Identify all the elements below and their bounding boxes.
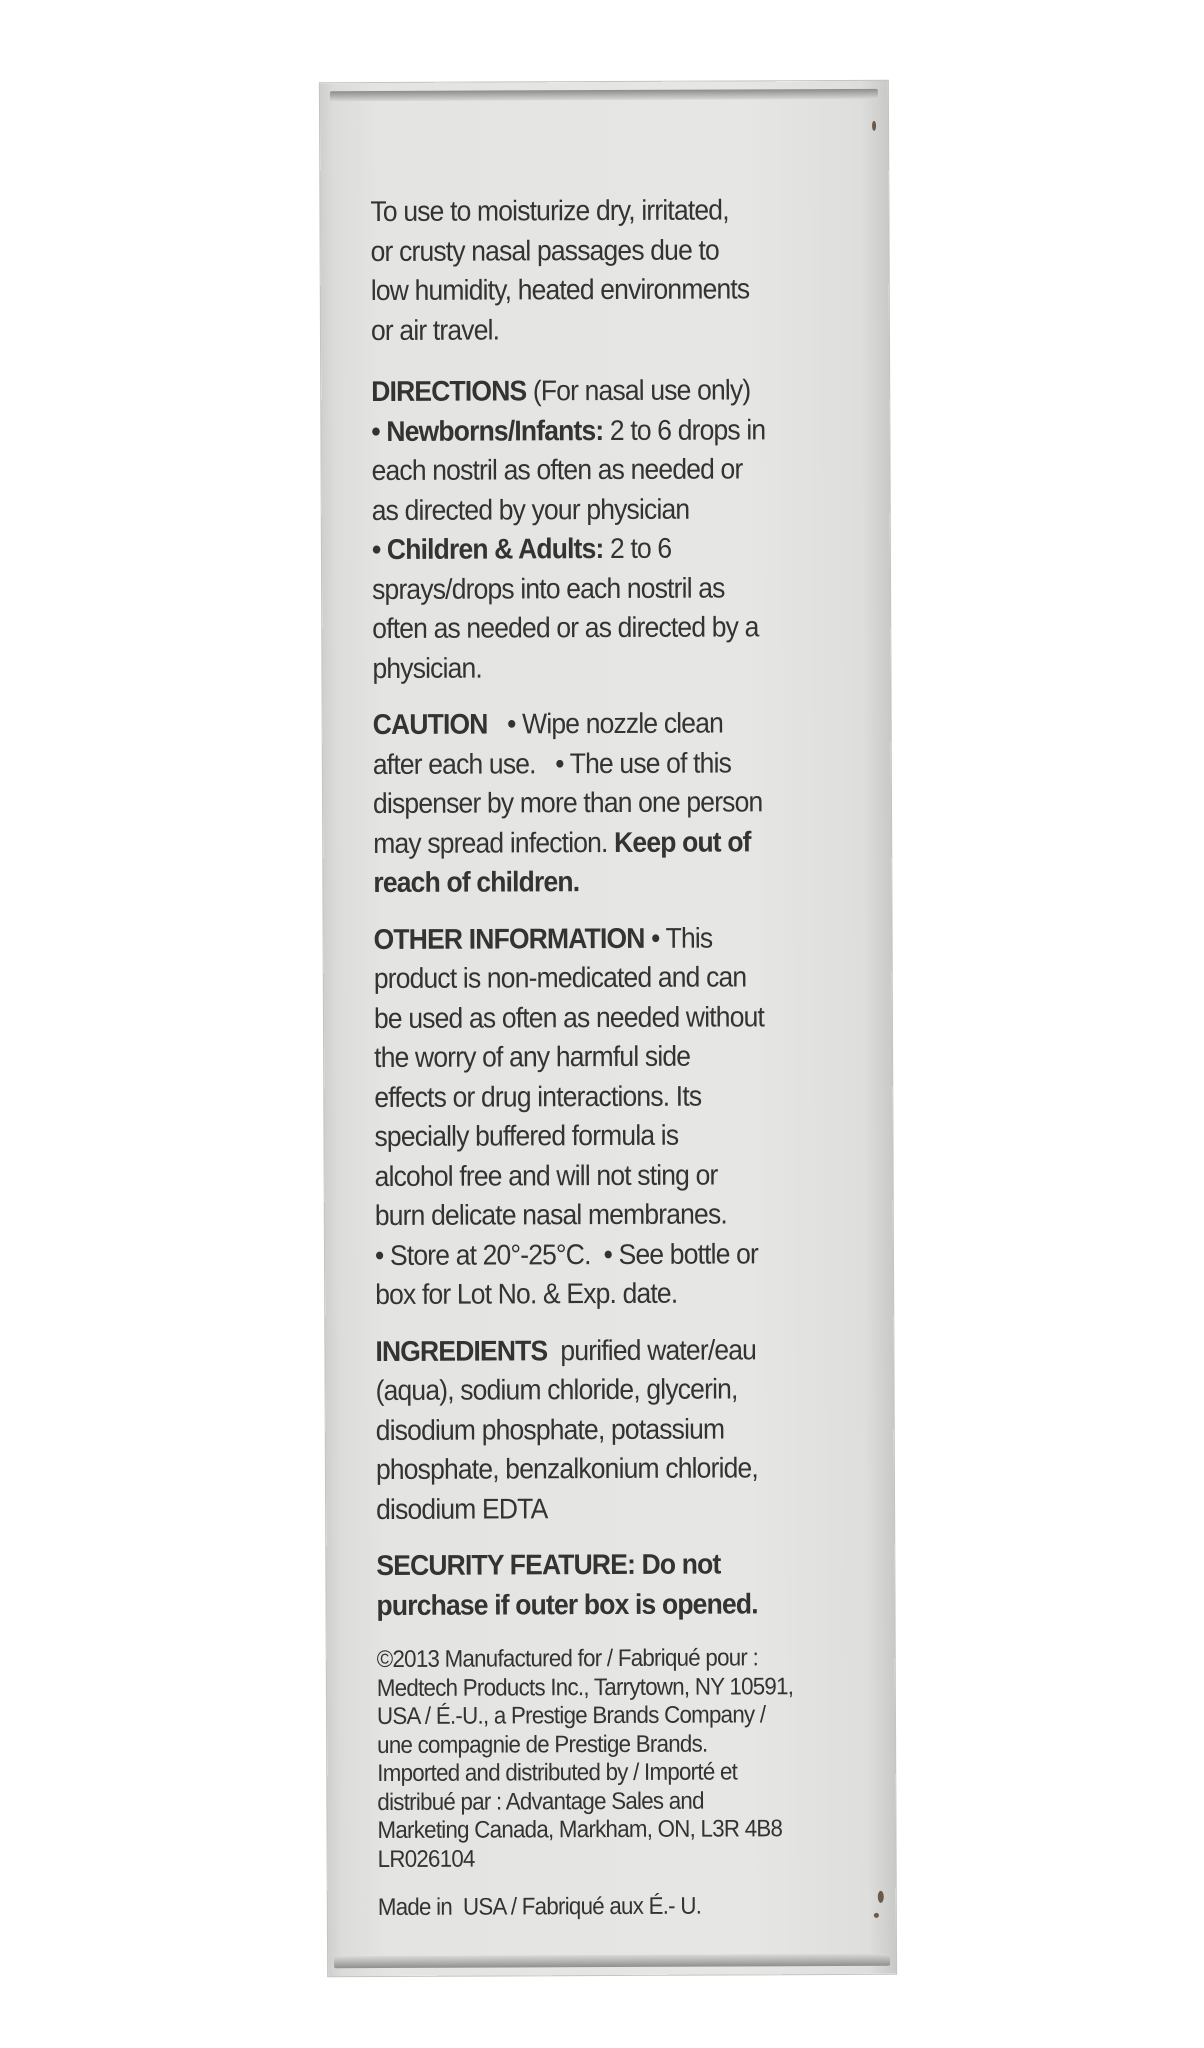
adults-line: sprays/drops into each nostril as xyxy=(372,571,725,606)
other-information-line: box for Lot No. & Exp. date. xyxy=(375,1277,678,1312)
caution-line: may spread infection. xyxy=(373,826,615,860)
infants-line: each nostril as often as needed or xyxy=(371,453,743,488)
manufacturer-line: une compagnie de Prestige Brands. xyxy=(377,1730,708,1759)
ingredients-line: disodium phosphate, potassium xyxy=(375,1412,725,1447)
ingredients-heading: INGREDIENTS xyxy=(375,1334,548,1368)
security-line: purchase if outer box is opened. xyxy=(376,1587,758,1622)
caution-heading: CAUTION xyxy=(372,708,488,742)
infants-text: 2 to 6 drops in xyxy=(603,413,766,447)
security-heading: SECURITY FEATURE: xyxy=(376,1548,636,1583)
caution-line: dispenser by more than one person xyxy=(372,786,763,821)
infants-label: • Newborns/Infants: xyxy=(371,414,604,448)
infants-line: as directed by your physician xyxy=(371,493,690,527)
other-information-line: the worry of any harmful side xyxy=(374,1040,691,1075)
adults-text: 2 to 6 xyxy=(603,532,672,566)
keep-out-warning: Keep out of xyxy=(614,825,751,859)
carton-bottom-edge xyxy=(334,1954,890,1968)
other-information-line: alcohol free and will not sting or xyxy=(374,1159,718,1193)
caution-line: after each use. • The use of this xyxy=(372,746,732,781)
ingredients-text: purified water/eau xyxy=(547,1333,757,1367)
made-in-line: Made in USA / Fabriqué aux É.- U. xyxy=(377,1892,702,1922)
security-section xyxy=(376,1545,846,1626)
other-information-line: be used as often as needed without xyxy=(373,1000,765,1035)
manufacturer-line: Imported and distributed by / Importé et xyxy=(377,1758,738,1788)
drug-facts-text xyxy=(370,191,848,1923)
caution-text: • Wipe nozzle clean xyxy=(487,707,724,741)
intro-paragraph xyxy=(370,191,840,351)
adults-label: • Children & Adults: xyxy=(371,533,604,567)
manufacturer-line: LR026104 xyxy=(377,1845,475,1873)
manufacturer-line: ©2013 Manufactured for / Fabriqué pour : xyxy=(376,1644,759,1674)
caution-section xyxy=(373,704,844,904)
other-information-line: product is non-medicated and can xyxy=(373,961,747,996)
carton-top-edge xyxy=(330,89,878,101)
keep-out-warning-end: reach of children. xyxy=(373,866,580,900)
other-information-heading: OTHER INFORMATION xyxy=(373,922,645,956)
made-in-block xyxy=(378,1892,848,1923)
carton-mark xyxy=(878,1891,884,1903)
carton-mark xyxy=(874,1913,879,1918)
other-information-section xyxy=(374,918,845,1315)
intro-line: or crusty nasal passages due to xyxy=(370,234,719,268)
ingredients-line: disodium EDTA xyxy=(376,1492,548,1526)
manufacturer-line: distribué par : Advantage Sales and xyxy=(377,1787,704,1816)
ingredients-section xyxy=(375,1330,846,1530)
directions-heading: DIRECTIONS xyxy=(371,375,527,409)
directions-section xyxy=(371,371,842,689)
carton-side-panel xyxy=(320,81,896,1976)
adults-line: physician. xyxy=(372,652,482,685)
security-text: Do not xyxy=(634,1548,721,1581)
manufacturer-line: Marketing Canada, Markham, ON, L3R 4B8 xyxy=(377,1815,783,1845)
ingredients-line: (aqua), sodium chloride, glycerin, xyxy=(375,1373,738,1408)
other-information-text: • This xyxy=(644,922,713,955)
ingredients-line: phosphate, benzalkonium chloride, xyxy=(375,1452,759,1487)
carton-mark xyxy=(872,121,876,131)
manufacturer-block xyxy=(377,1644,848,1874)
adults-line: often as needed or as directed by a xyxy=(372,611,759,646)
intro-line: low humidity, heated environments xyxy=(370,273,750,308)
manufacturer-line: USA / É.-U., a Prestige Brands Company / xyxy=(376,1701,766,1731)
intro-line: To use to moisturize dry, irritated, xyxy=(370,194,729,229)
other-information-line: • Store at 20°-25°C. • See bottle or xyxy=(374,1237,759,1272)
manufacturer-line: Medtech Products Inc., Tarrytown, NY 10591, xyxy=(376,1672,794,1702)
other-information-line: effects or drug interactions. Its xyxy=(374,1080,702,1114)
directions-note: (For nasal use only) xyxy=(526,374,751,408)
other-information-line: specially buffered formula is xyxy=(374,1119,679,1154)
other-information-line: burn delicate nasal membranes. xyxy=(374,1198,727,1233)
intro-line: or air travel. xyxy=(370,313,500,347)
